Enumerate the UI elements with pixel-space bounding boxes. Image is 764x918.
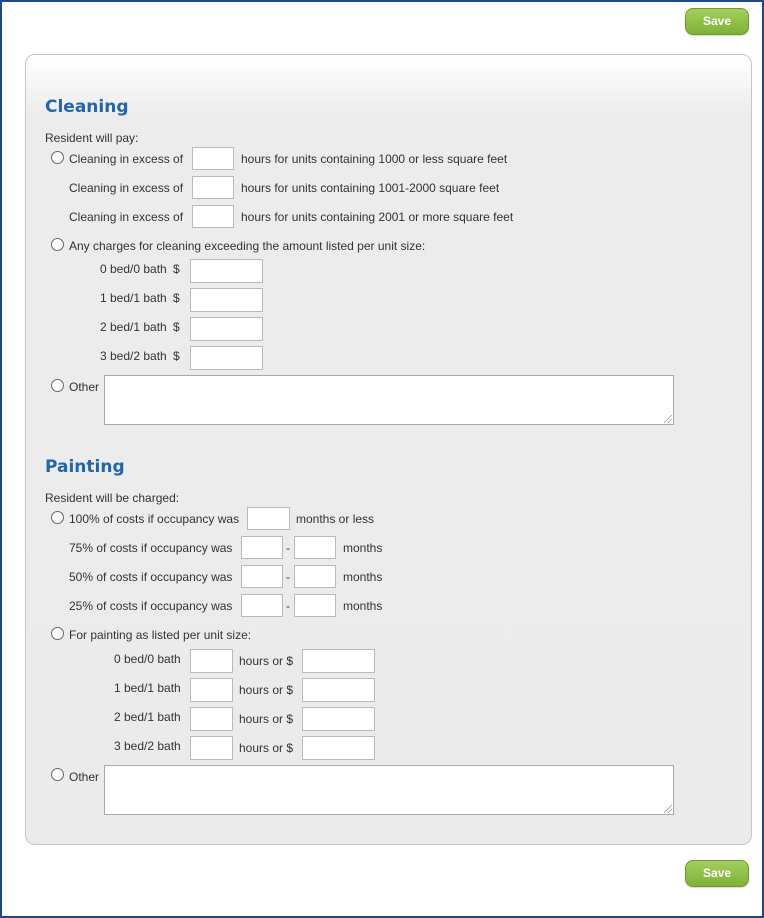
- painting-amount-input[interactable]: [302, 678, 375, 702]
- cleaning-hours-input-small[interactable]: [192, 147, 234, 170]
- resize-grip-icon[interactable]: [664, 415, 672, 423]
- unit-size-label: 0 bed/0 bath: [100, 262, 167, 276]
- hours-or-label: hours or $: [239, 683, 294, 697]
- occupancy-row-suffix: months: [343, 541, 383, 555]
- occupancy-row-prefix: 100% of costs if occupancy was: [69, 512, 240, 526]
- occupancy-range-from-input[interactable]: [241, 565, 283, 588]
- painting-per-unit-radio[interactable]: [51, 627, 64, 640]
- unit-size-label: 2 bed/1 bath: [114, 710, 181, 724]
- hours-or-label: hours or $: [239, 654, 294, 668]
- unit-size-label: 1 bed/1 bath: [100, 291, 167, 305]
- cleaning-other-label: Other: [69, 380, 100, 394]
- cleaning-amount-input[interactable]: [190, 317, 263, 341]
- occupancy-row-suffix: months: [343, 599, 383, 613]
- cleaning-amount-input[interactable]: [190, 346, 263, 370]
- occupancy-row-prefix: 25% of costs if occupancy was: [69, 599, 233, 613]
- unit-size-label: 1 bed/1 bath: [114, 681, 181, 695]
- currency-symbol: $: [173, 349, 180, 363]
- resize-grip-icon[interactable]: [664, 805, 672, 813]
- cleaning-hours-radio[interactable]: [51, 151, 64, 164]
- occupancy-row-suffix: months: [343, 570, 383, 584]
- save-button-bottom[interactable]: Save: [685, 860, 749, 887]
- occupancy-range-from-input[interactable]: [241, 594, 283, 617]
- painting-other-radio[interactable]: [51, 768, 64, 781]
- cleaning-row-suffix: hours for units containing 1001-2000 square feet: [241, 181, 500, 195]
- painting-other-textarea[interactable]: [104, 765, 674, 815]
- painting-hours-input[interactable]: [190, 678, 233, 702]
- painting-hours-input[interactable]: [190, 707, 233, 731]
- range-dash: -: [286, 599, 290, 613]
- cleaning-hours-input-medium[interactable]: [192, 176, 234, 199]
- cleaning-heading: Cleaning: [45, 97, 129, 117]
- occupancy-range-to-input[interactable]: [294, 565, 336, 588]
- occupancy-row-prefix: 50% of costs if occupancy was: [69, 570, 233, 584]
- cleaning-amount-input[interactable]: [190, 259, 263, 283]
- cleaning-per-unit-label: Any charges for cleaning exceeding the amount listed per unit size:: [69, 239, 426, 253]
- hours-or-label: hours or $: [239, 741, 294, 755]
- occupancy-range-to-input[interactable]: [294, 594, 336, 617]
- unit-size-label: 2 bed/1 bath: [100, 320, 167, 334]
- occupancy-row-suffix: months or less: [296, 512, 375, 526]
- cleaning-per-unit-radio[interactable]: [51, 238, 64, 251]
- cleaning-row-prefix: Cleaning in excess of: [69, 152, 184, 166]
- occupancy-range-from-input[interactable]: [241, 536, 283, 559]
- save-button-top[interactable]: Save: [685, 8, 749, 35]
- hours-or-label: hours or $: [239, 712, 294, 726]
- currency-symbol: $: [173, 262, 180, 276]
- currency-symbol: $: [173, 320, 180, 334]
- painting-amount-input[interactable]: [302, 649, 375, 673]
- painting-hours-input[interactable]: [190, 649, 233, 673]
- painting-other-label: Other: [69, 770, 100, 784]
- cleaning-amount-input[interactable]: [190, 288, 263, 312]
- occupancy-row-prefix: 75% of costs if occupancy was: [69, 541, 233, 555]
- painting-intro: Resident will be charged:: [45, 491, 180, 505]
- cleaning-intro: Resident will pay:: [45, 131, 139, 145]
- currency-symbol: $: [173, 291, 180, 305]
- cleaning-row-suffix: hours for units containing 2001 or more square feet: [241, 210, 514, 224]
- unit-size-label: 3 bed/2 bath: [100, 349, 167, 363]
- unit-size-label: 3 bed/2 bath: [114, 739, 181, 753]
- occupancy-range-to-input[interactable]: [294, 536, 336, 559]
- cleaning-other-textarea[interactable]: [104, 375, 674, 425]
- form-panel: [25, 54, 752, 845]
- painting-amount-input[interactable]: [302, 736, 375, 760]
- cleaning-other-radio[interactable]: [51, 379, 64, 392]
- range-dash: -: [286, 570, 290, 584]
- cleaning-hours-input-large[interactable]: [192, 205, 234, 228]
- painting-per-unit-label: For painting as listed per unit size:: [69, 628, 252, 642]
- painting-heading: Painting: [45, 457, 125, 477]
- painting-occupancy-radio[interactable]: [51, 511, 64, 524]
- range-dash: -: [286, 541, 290, 555]
- occupancy-months-input[interactable]: [247, 507, 290, 530]
- painting-amount-input[interactable]: [302, 707, 375, 731]
- cleaning-row-prefix: Cleaning in excess of: [69, 181, 184, 195]
- painting-hours-input[interactable]: [190, 736, 233, 760]
- unit-size-label: 0 bed/0 bath: [114, 652, 181, 666]
- cleaning-row-prefix: Cleaning in excess of: [69, 210, 184, 224]
- cleaning-row-suffix: hours for units containing 1000 or less square feet: [241, 152, 508, 166]
